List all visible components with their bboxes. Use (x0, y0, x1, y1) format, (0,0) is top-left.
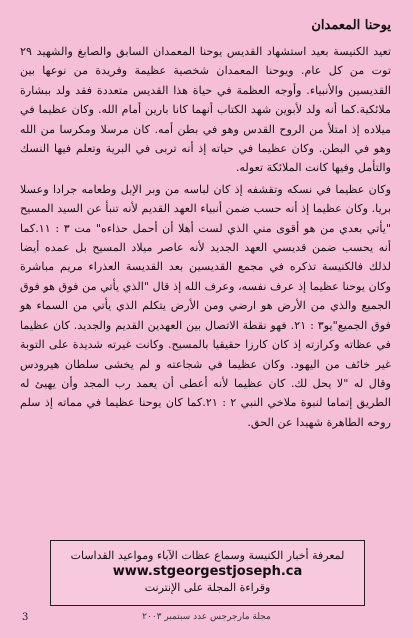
website-info-box (50, 540, 365, 606)
article-paragraph-1: تعيد الكنيسة بعيد استشهاد القديس يوحنا المعمدان السابق والصابغ والشهيد ٢٩ توت من كل عام. ويوحنا المعمدان شخصية عظيمة وفريدة من نوعها بين القديسين والأنبياء. وأوجه العظمة في حياة هذا القديس متعددة فقد ولد ببشارة ملائكية.كما أنه ولد لأبوين شهد الكتاب أنهما كانا بارين أمام الله. وكان عظيما في ميلاده إذ امتلأ من الروح القدس وهو في بطن أمه. كان مرسلا ومكرسا من الله وهو في البطن. وكان عظيما في حياته إذ أنه تربى في البرية وتعلم فيها النسك والتأمل وفيها كانت الملائكة تعوله. (20, 45, 391, 175)
info-line-3: وقراءة المجلة على الإنترنت (144, 581, 271, 594)
page-number: 3 (22, 612, 29, 623)
article-paragraph-2: وكان عظيما في نسكه وتقشفه إذ كان لباسه من وبر الإبل وطعامه جرادا وعسلا بريا. وكان عظيما إذ أنه حسب ضمن أنبياء العهد القديم لأنه تنبأ عن السيد المسيح "يأتي بعدي من هو أقوى مني الذي لست أهلا أن أحمل حذاءه" مت ٣ : ١١.كما أنه يحسب ضمن قديسي العهد الجديد لأنه عاصر ميلاد المسيح بل عمده أيضا لذلك فالكنيسة تذكره في مجمع القديسين بعد القديسة العذراء مريم مباشرة وكان يوحنا عظيما إذ عرف نفسه، وعرف الله إذ قال "الذي يأتي من فوق هو فوق الجميع والذي من الأرض هو ارضي ومن الأرض يتكلم الذي يأتي من السماء هو فوق الجميع"يو٣ : ٢١. فهو نقطة الاتصال بين العهدين القديم والجديد. كان عظيما في عظاته وكرازته إذ كان كارزا حقيقيا بالمسيح. وكانت غيرته شديدة على التوبة غير خائف من اليهود. وكان عظيما في شجاعته و لم يخشى سلطان هيرودس وقال له "لا يحل لك. كان عظيما لأنه أعطى أن يعمد رب المجد وأن يهيئ له الطريق إتماما لنبوة ملاخي النبي ٢ : ٢١.كما كان يوحنا عظيما في مماته إذ سلم روحه الطاهرة شهيدا عن الحق. (20, 182, 392, 429)
issue-caption: مجلة مارجرجس عدد سبتمبر ٢٠٠٣ (142, 612, 271, 622)
website-link[interactable]: www.stgeorgestjoseph.ca (112, 564, 303, 579)
info-line-1: لمعرفة أخبار الكنيسة وسماع عظات الآباء ومواعيد القداسات (70, 549, 345, 562)
article-title: يوحنا المعمدان (311, 18, 391, 33)
article-body (20, 42, 391, 434)
